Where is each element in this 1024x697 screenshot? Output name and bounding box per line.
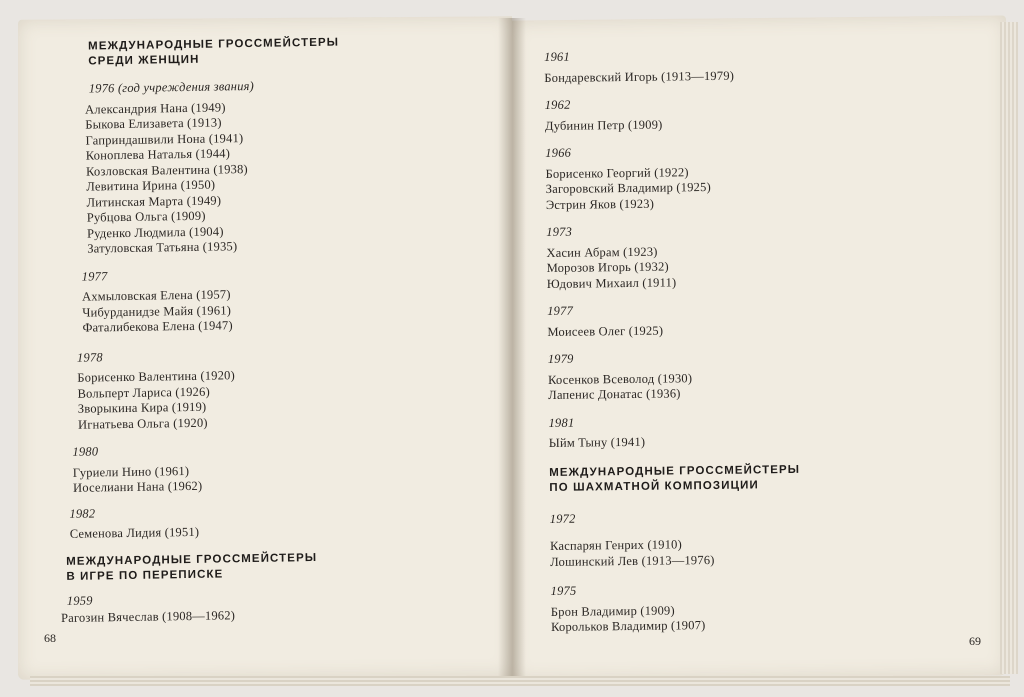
list-item: Юдович Михаил (1911) xyxy=(546,274,677,291)
list-item: Лапенис Донатас (1936) xyxy=(548,386,681,402)
page-number: 69 xyxy=(969,634,981,648)
page-edges-right xyxy=(1000,22,1018,674)
list-item: Коноплева Наталья (1944) xyxy=(85,146,231,163)
year-label: 1962 xyxy=(544,97,571,112)
list-item: Гуриели Нино (1961) xyxy=(72,463,190,480)
list-item: Фаталибекова Елена (1947) xyxy=(82,318,233,335)
list-item: Гаприндашвили Нона (1941) xyxy=(85,130,244,148)
list-item: Борисенко Валентина (1920) xyxy=(77,368,236,385)
section-heading-line: МЕЖДУНАРОДНЫЕ ГРОССМЕЙСТЕРЫ xyxy=(66,551,318,568)
year-label: 1978 xyxy=(76,349,103,365)
right-page-content xyxy=(544,45,991,636)
year-label: 1977 xyxy=(81,268,108,284)
list-item: Ыйм Тыну (1941) xyxy=(548,434,646,450)
list-item: Иоселиани Нана (1962) xyxy=(72,478,203,495)
list-item: Семенова Лидия (1951) xyxy=(69,524,200,541)
page-number: 68 xyxy=(44,631,56,645)
section-heading-line: МЕЖДУНАРОДНЫЕ ГРОССМЕЙСТЕРЫ xyxy=(88,36,340,53)
list-item: Вольперт Лариса (1926) xyxy=(77,384,210,401)
list-item: Морозов Игорь (1932) xyxy=(546,259,669,275)
list-item: Бондаревский Игорь (1913—1979) xyxy=(544,68,735,85)
list-item: Левитина Ирина (1950) xyxy=(86,177,216,194)
list-item: Корольков Владимир (1907) xyxy=(550,618,706,634)
section-heading-line: ПО ШАХМАТНОЙ КОМПОЗИЦИИ xyxy=(549,478,759,494)
section-heading-line: СРЕДИ ЖЕНЩИН xyxy=(88,53,200,68)
list-item: Каспарян Генрих (1910) xyxy=(549,537,683,553)
list-item: Дубинин Петр (1909) xyxy=(544,117,663,133)
year-label: 1976 (год учреждения звания) xyxy=(88,78,255,96)
list-item: Александрия Нана (1949) xyxy=(84,99,226,117)
list-item: Рубцова Ольга (1909) xyxy=(86,208,206,225)
list-item: Чибурданидзе Майя (1961) xyxy=(82,302,232,320)
section-composition-gm xyxy=(549,460,989,495)
year-label: 1979 xyxy=(547,351,574,366)
year-label: 1959 xyxy=(66,593,93,608)
list-item: Брон Владимир (1909) xyxy=(550,602,675,619)
list-item: Рагозин Вячеслав (1908—1962) xyxy=(60,608,236,626)
list-item: Косенков Всеволод (1930) xyxy=(547,370,693,387)
year-label: 1981 xyxy=(548,415,575,430)
year-label: 1973 xyxy=(546,224,573,239)
list-item: Литинская Марта (1949) xyxy=(86,192,222,210)
section-correspondence-gm xyxy=(60,548,487,627)
year-label: 1982 xyxy=(69,505,96,521)
year-label: 1977 xyxy=(547,303,574,318)
year-label: 1972 xyxy=(549,511,576,526)
list-item: Борисенко Георгий (1922) xyxy=(545,164,689,181)
list-item: Лошинский Лев (1913—1976) xyxy=(550,552,715,569)
list-item: Моисеев Олег (1925) xyxy=(547,323,664,339)
list-item: Эстрин Яков (1923) xyxy=(545,196,655,212)
list-item: Козловская Валентина (1938) xyxy=(85,161,248,179)
list-item: Зворыкина Кира (1919) xyxy=(77,399,207,416)
list-item: Загоровский Владимир (1925) xyxy=(545,179,711,196)
list-item: Быкова Елизавета (1913) xyxy=(85,115,222,132)
list-item: Ахмыловская Елена (1957) xyxy=(81,287,231,304)
section-women-gm xyxy=(58,33,478,70)
year-label: 1980 xyxy=(72,444,99,459)
list-item: Хасин Абрам (1923) xyxy=(546,244,658,260)
section-heading-line: В ИГРЕ ПО ПЕРЕПИСКЕ xyxy=(66,567,224,583)
left-page-content xyxy=(58,33,487,626)
list-item: Затуловская Татьяна (1935) xyxy=(87,239,238,256)
year-label: 1975 xyxy=(550,583,577,598)
year-label: 1961 xyxy=(544,49,570,64)
list-item: Игнатьева Ольга (1920) xyxy=(77,415,208,432)
book-gutter xyxy=(498,18,526,678)
year-label: 1966 xyxy=(545,145,572,160)
page-edges-bottom xyxy=(30,676,1010,686)
section-heading-line: МЕЖДУНАРОДНЫЕ ГРОССМЕЙСТЕРЫ xyxy=(549,463,801,479)
list-item: Руденко Людмила (1904) xyxy=(86,223,224,241)
